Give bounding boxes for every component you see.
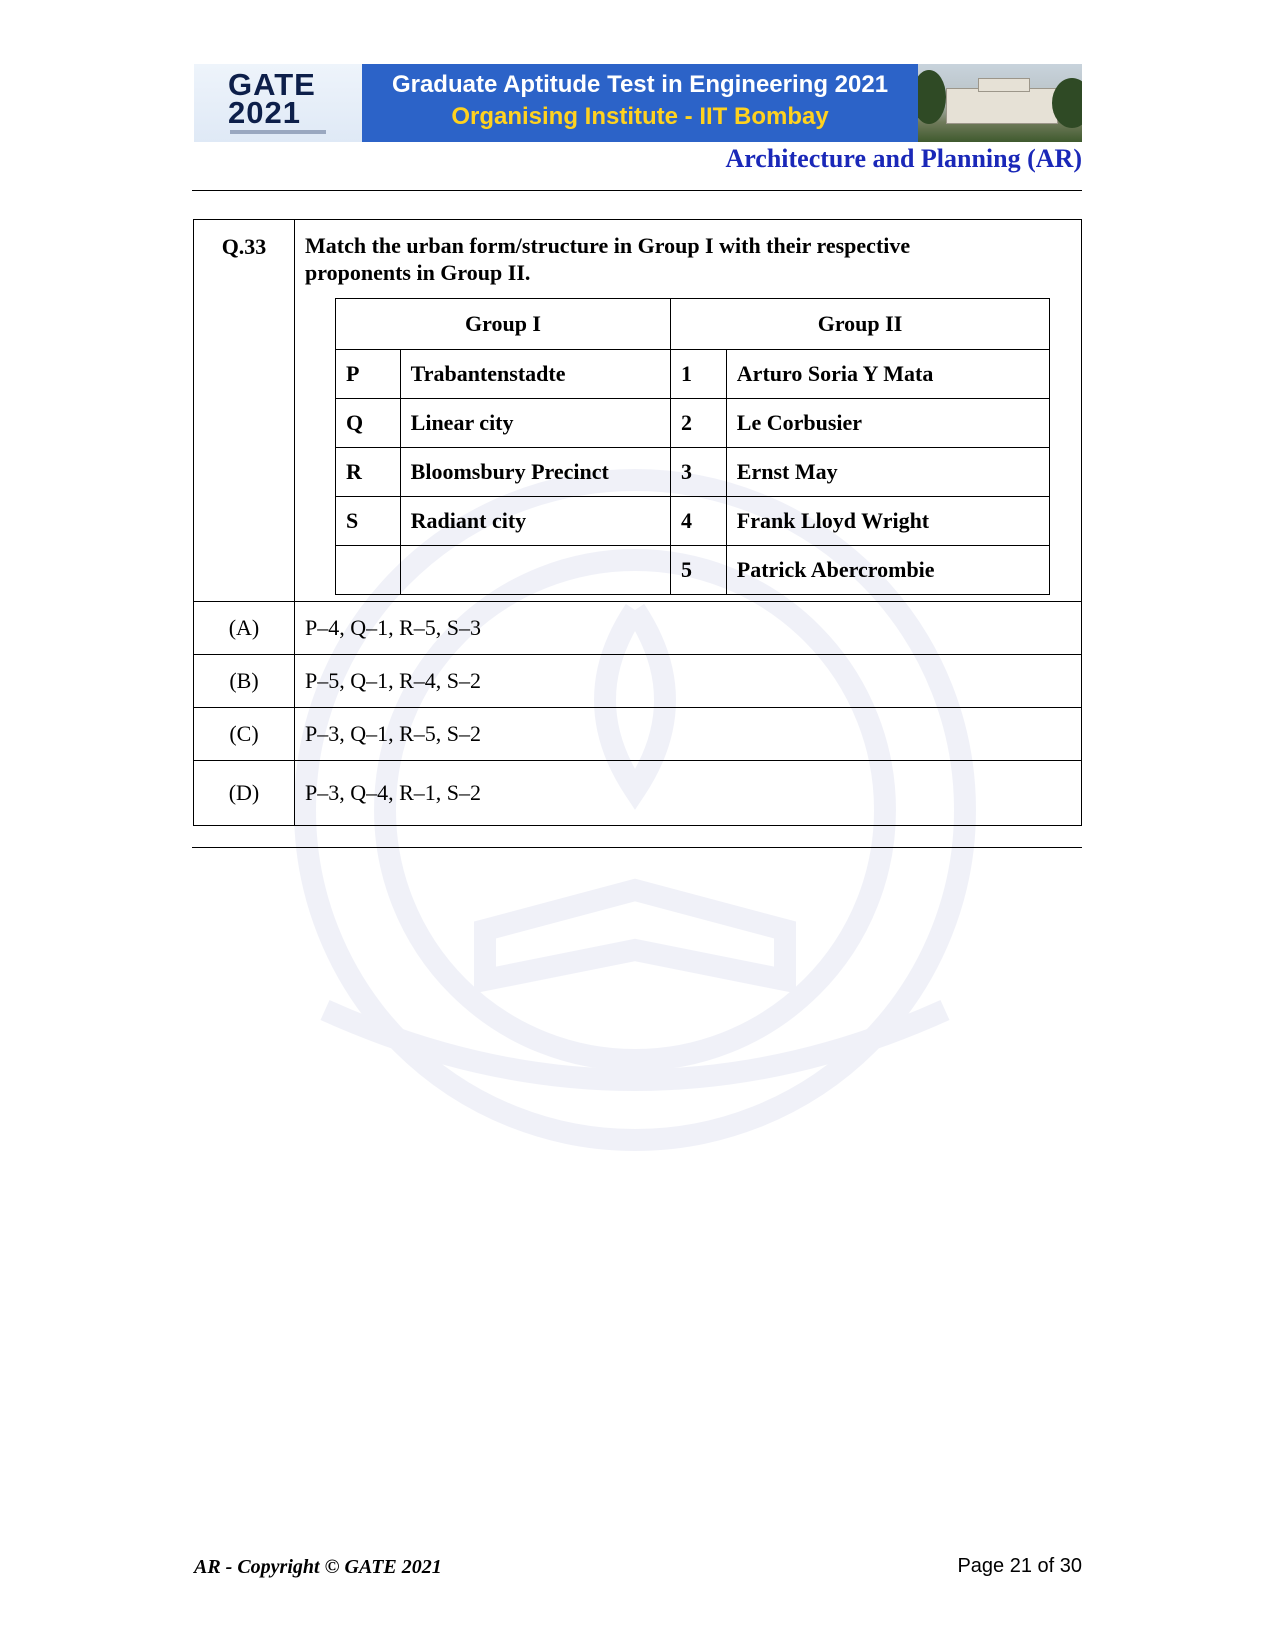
group-1-item: Linear city: [400, 399, 670, 448]
group-2-item: Le Corbusier: [726, 399, 1049, 448]
option-text: P–3, Q–4, R–1, S–2: [295, 761, 1082, 826]
header-rule: [192, 190, 1082, 191]
question-text: Match the urban form/structure in Group I with their respective proponents in Group II.: [305, 233, 911, 285]
group-1-item: Bloomsbury Precinct: [400, 448, 670, 497]
question-body: [295, 220, 1082, 602]
building-shape: [946, 88, 1058, 124]
group-1-item: [400, 546, 670, 595]
group-2-item: Arturo Soria Y Mata: [726, 350, 1049, 399]
campus-photo: [918, 64, 1082, 142]
option-label: (D): [194, 761, 295, 826]
building-top-shape: [978, 78, 1030, 92]
banner-line-1: Graduate Aptitude Test in Engineering 2021: [391, 71, 889, 98]
option-row: [194, 655, 1082, 708]
group-1-header: Group I: [336, 299, 671, 350]
group-1-key: R: [336, 448, 401, 497]
option-label: (B): [194, 655, 295, 708]
match-row: [336, 546, 1050, 595]
banner-title: [362, 64, 918, 142]
option-row: [194, 602, 1082, 655]
footer-page-number: Page 21 of 30: [957, 1555, 1082, 1577]
header-banner: [194, 64, 1082, 142]
group-2-item: Ernst May: [726, 448, 1049, 497]
logo-year: 2021: [228, 95, 301, 130]
question-row: [194, 220, 1082, 602]
group-2-key: 2: [671, 399, 727, 448]
question-table: [193, 219, 1082, 826]
option-text: P–4, Q–1, R–5, S–3: [295, 602, 1082, 655]
match-table: [335, 298, 1050, 595]
group-1-key: [336, 546, 401, 595]
option-text: P–3, Q–1, R–5, S–2: [295, 708, 1082, 761]
group-2-key: 3: [671, 448, 727, 497]
group-2-header: Group II: [671, 299, 1050, 350]
group-2-key: 4: [671, 497, 727, 546]
section-rule: [192, 847, 1082, 848]
logo-tagline-bar: [230, 130, 326, 134]
group-2-item: Frank Lloyd Wright: [726, 497, 1049, 546]
group-2-key: 1: [671, 350, 727, 399]
logo-word: GATE: [228, 67, 316, 102]
match-row: [336, 497, 1050, 546]
question-number: Q.33: [194, 220, 295, 602]
group-1-key: Q: [336, 399, 401, 448]
group-1-item: Trabantenstadte: [400, 350, 670, 399]
match-header-row: [336, 299, 1050, 350]
match-row: [336, 350, 1050, 399]
gate-logo: [194, 64, 362, 142]
group-2-item: Patrick Abercrombie: [726, 546, 1049, 595]
group-1-key: P: [336, 350, 401, 399]
match-row: [336, 399, 1050, 448]
option-text: P–5, Q–1, R–4, S–2: [295, 655, 1082, 708]
match-row: [336, 448, 1050, 497]
group-1-key: S: [336, 497, 401, 546]
option-label: (C): [194, 708, 295, 761]
footer-copyright: AR - Copyright © GATE 2021: [194, 1556, 442, 1578]
group-2-key: 5: [671, 546, 727, 595]
option-row: [194, 761, 1082, 826]
option-label: (A): [194, 602, 295, 655]
group-1-item: Radiant city: [400, 497, 670, 546]
option-row: [194, 708, 1082, 761]
banner-line-2: Organising Institute - IIT Bombay: [451, 103, 829, 130]
subject-title: Architecture and Planning (AR): [725, 144, 1082, 173]
tree-shape: [918, 70, 946, 124]
